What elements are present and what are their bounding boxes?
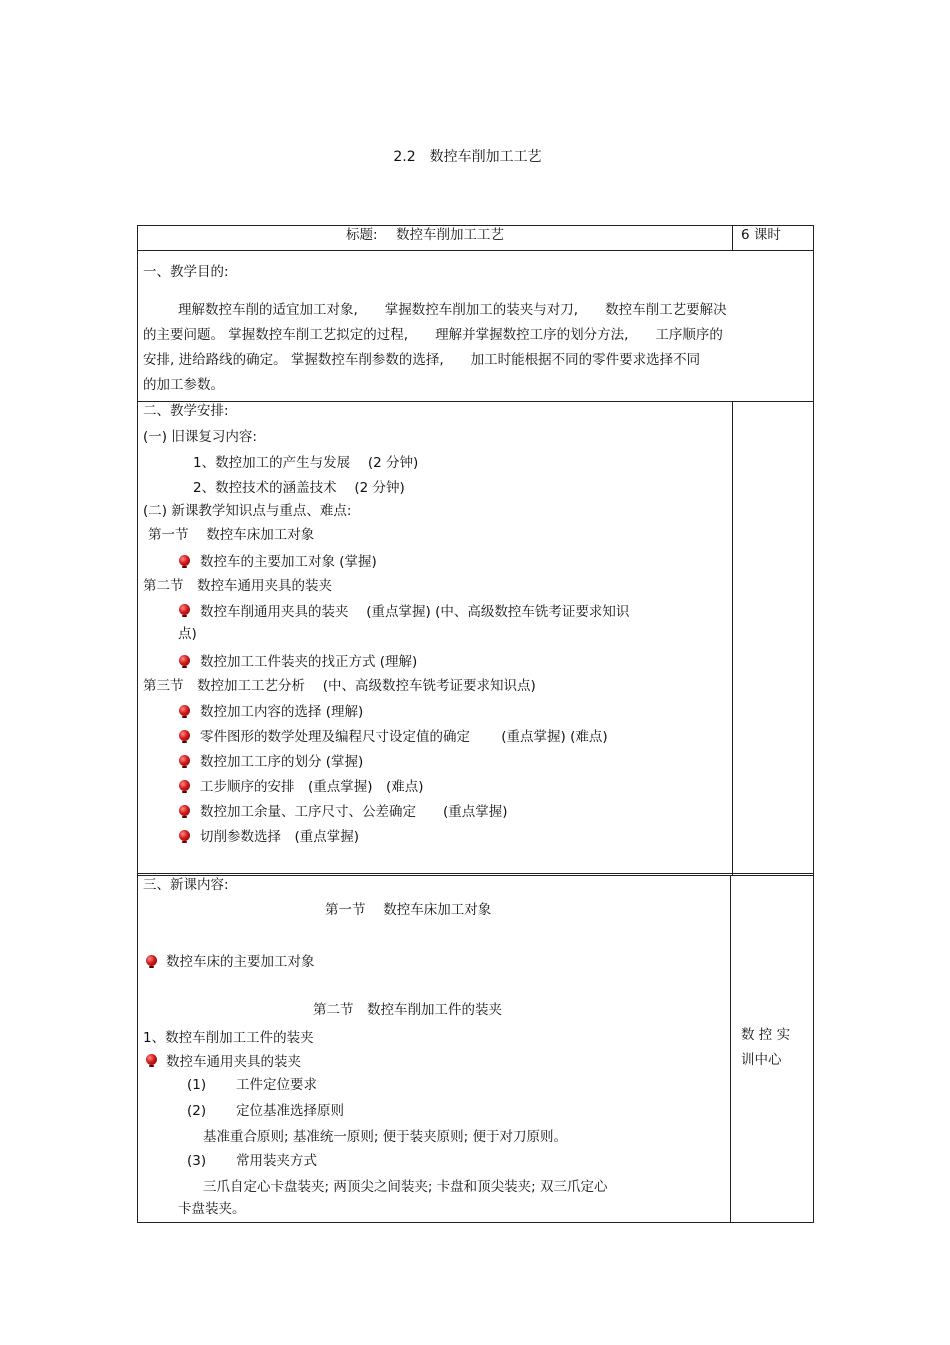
plan-section2-bullet-2: 数控加工工件装夹的找正方式 (理解) bbox=[200, 654, 418, 670]
point-2-detail: 基准重合原则; 基准统一原则; 便于装夹原则; 便于对刀原则。 bbox=[203, 1129, 568, 1145]
point-1-number: (1) bbox=[187, 1077, 207, 1093]
new-knowledge-heading: (二) 新课教学知识点与重点、难点: bbox=[143, 503, 352, 519]
section2-bottom-border-2 bbox=[137, 875, 814, 876]
review-item-1: 1、数控加工的产生与发展 (2 分钟) bbox=[193, 455, 419, 471]
section2-heading: 二、教学安排: bbox=[143, 403, 229, 419]
table-bottom-border bbox=[137, 1222, 814, 1223]
content-bullet-2: 数控车通用夹具的装夹 bbox=[166, 1054, 301, 1070]
plan-section3-bullet-3: 数控加工工序的划分 (掌握) bbox=[200, 754, 364, 770]
content-section2-title: 第二节 数控车削加工件的装夹 bbox=[313, 1002, 502, 1018]
plan-section1-heading: 第一节 数控车床加工对象 bbox=[148, 527, 315, 543]
header-bottom-border bbox=[137, 250, 814, 251]
review-heading: (一) 旧课复习内容: bbox=[143, 429, 257, 445]
bullet-icon bbox=[146, 955, 157, 966]
section1-line-2: 的主要问题。 掌握数控车削工艺拟定的过程, 理解并掌握数控工序的划分方法, 工序顺序的 bbox=[143, 327, 723, 343]
plan-section1-bullet-1: 数控车的主要加工对象 (掌握) bbox=[200, 554, 377, 570]
section1-heading: 一、教学目的: bbox=[143, 264, 229, 280]
section3-divider bbox=[730, 875, 731, 1223]
point-3-detail-cont: 卡盘装夹。 bbox=[178, 1201, 246, 1217]
bullet-icon bbox=[179, 655, 190, 666]
bullet-icon bbox=[179, 755, 190, 766]
bullet-icon bbox=[179, 830, 190, 841]
plan-section3-bullet-4: 工步顺序的安排 (重点掌握) (难点) bbox=[200, 779, 424, 795]
bullet-icon bbox=[179, 730, 190, 741]
table-top-border bbox=[137, 225, 814, 226]
bullet-icon bbox=[179, 780, 190, 791]
section2-divider bbox=[732, 401, 733, 875]
document-title: 2.2 数控车削加工工艺 bbox=[393, 149, 542, 165]
plan-section2-bullet-1-cont: 点) bbox=[178, 626, 197, 642]
bullet-icon bbox=[146, 1054, 157, 1065]
header-title-value: 数控车削加工工艺 bbox=[396, 227, 504, 243]
header-title-label: 标题: bbox=[346, 227, 378, 243]
section1-line-1: 理解数控车削的适宜加工对象, 掌握数控车削加工的装夹与对刀, 数控车削工艺要解决 bbox=[178, 302, 727, 318]
bullet-icon bbox=[179, 604, 190, 615]
table-right-border bbox=[813, 225, 814, 1223]
content-section1-title: 第一节 数控车床加工对象 bbox=[325, 902, 492, 918]
plan-section3-bullet-6: 切削参数选择 (重点掌握) bbox=[200, 829, 360, 845]
bullet-icon bbox=[179, 555, 190, 566]
side-note-line-2: 训中心 bbox=[741, 1052, 782, 1068]
point-2-text: 定位基准选择原则 bbox=[236, 1103, 344, 1119]
point-1-text: 工件定位要求 bbox=[236, 1077, 317, 1093]
bullet-icon bbox=[179, 805, 190, 816]
section1-line-3: 安排, 进给路线的确定。 掌握数控车削参数的选择, 加工时能根据不同的零件要求选择不同 bbox=[143, 352, 701, 368]
content-item-1: 1、数控车削加工工件的装夹 bbox=[143, 1030, 314, 1046]
header-hours: 6 课时 bbox=[741, 227, 781, 243]
section2-bottom-border bbox=[137, 873, 814, 874]
point-2-number: (2) bbox=[187, 1103, 207, 1119]
plan-section3-bullet-5: 数控加工余量、工序尺寸、公差确定 (重点掌握) bbox=[200, 804, 508, 820]
section1-line-4: 的加工参数。 bbox=[143, 377, 224, 393]
plan-section3-bullet-1: 数控加工内容的选择 (理解) bbox=[200, 704, 364, 720]
point-3-detail: 三爪自定心卡盘装夹; 两顶尖之间装夹; 卡盘和顶尖装夹; 双三爪定心 bbox=[203, 1179, 608, 1195]
plan-section3-bullet-2: 零件图形的数学处理及编程尺寸设定值的确定 (重点掌握) (难点) bbox=[200, 729, 608, 745]
plan-section3-heading: 第三节 数控加工工艺分析 (中、高级数控车铣考证要求知识点) bbox=[143, 678, 536, 694]
point-3-number: (3) bbox=[187, 1153, 207, 1169]
bullet-icon bbox=[179, 705, 190, 716]
section3-heading: 三、新课内容: bbox=[143, 877, 229, 893]
plan-section2-heading: 第二节 数控车通用夹具的装夹 bbox=[143, 578, 332, 594]
content-section1-bullet: 数控车床的主要加工对象 bbox=[166, 954, 315, 970]
point-3-text: 常用装夹方式 bbox=[236, 1153, 317, 1169]
review-item-2: 2、数控技术的涵盖技术 (2 分钟) bbox=[193, 480, 405, 496]
header-divider bbox=[732, 225, 733, 251]
section1-bottom-border bbox=[137, 401, 814, 402]
table-left-border bbox=[137, 225, 138, 1223]
side-note-line-1: 数 控 实 bbox=[741, 1027, 791, 1043]
plan-section2-bullet-1: 数控车削通用夹具的装夹 (重点掌握) (中、高级数控车铣考证要求知识 bbox=[200, 604, 630, 620]
